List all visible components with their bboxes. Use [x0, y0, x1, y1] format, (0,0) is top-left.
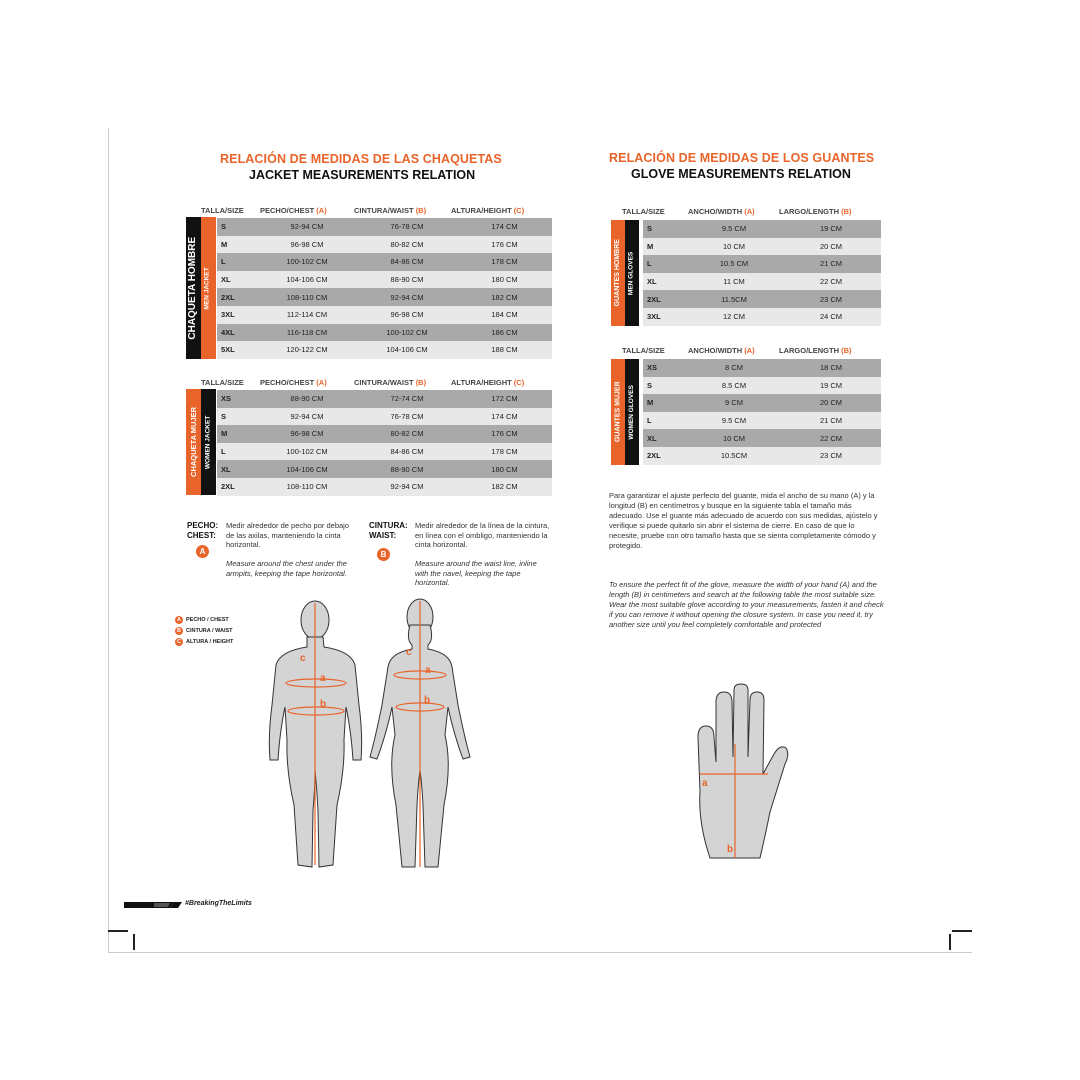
glove-men-width-header: ANCHO/WIDTH (A): [688, 207, 755, 216]
table-cell-waist: 76-78 CM: [357, 408, 457, 426]
table-row: [217, 341, 552, 359]
male-label-a: a: [320, 673, 326, 684]
table-cell-waist: 100-102 CM: [357, 324, 457, 342]
table-cell-width: 10.5CM: [687, 447, 781, 465]
table-cell-width: 10 CM: [687, 429, 781, 447]
glove-title-en: GLOVE MEASUREMENTS RELATION: [631, 167, 851, 181]
chest-badge: A: [196, 545, 209, 558]
jacket-women-size-header: TALLA/SIZE: [201, 378, 244, 387]
legend-waist: B CINTURA / WAIST: [177, 628, 233, 634]
table-cell-size: 3XL: [643, 308, 687, 326]
body-figures-illustration: [260, 595, 480, 875]
table-cell-length: 21 CM: [781, 412, 881, 430]
table-cell-size: L: [643, 255, 687, 273]
table-cell-waist: 92-94 CM: [357, 288, 457, 306]
chest-note-title: PECHO: CHEST:: [187, 521, 219, 540]
table-cell-size: 3XL: [217, 306, 257, 324]
table-cell-waist: 88-90 CM: [357, 271, 457, 289]
hand-illustration: [690, 682, 790, 862]
glove-instructions-es: Para garantizar el ajuste perfecto del guante, mida el ancho de su mano (A) y la longitud (B) en centímetros y busque en la siguiente tabla el tamaño más adecuado. Use el guante más adecuado de acuerdo con sus medidas, ajústelo y verifique si puede quitarlo sin abrir el sistema de cierre. En caso de que lo necesite, pruebe con otro tamaño hasta que se sienta completamente cómodo y protegido.: [609, 491, 878, 550]
table-cell-width: 9.5 CM: [687, 412, 781, 430]
table-cell-size: XS: [643, 359, 687, 377]
table-cell-size: 5XL: [217, 341, 257, 359]
glove-men-label-es: GUANTES HOMBRE: [611, 220, 625, 326]
table-row: [217, 288, 552, 306]
table-cell-waist: 92-94 CM: [357, 478, 457, 496]
table-cell-height: 174 CM: [457, 218, 552, 236]
table-cell-size: 4XL: [217, 324, 257, 342]
crop-mark-left: [108, 930, 128, 932]
jacket-women-waist-header: CINTURA/WAIST (B): [354, 378, 427, 387]
glove-women-size-header: TALLA/SIZE: [622, 346, 665, 355]
table-cell-height: 180 CM: [457, 271, 552, 289]
table-row: [217, 218, 552, 236]
legend-chest: A PECHO / CHEST: [177, 617, 229, 623]
table-cell-height: 180 CM: [457, 460, 552, 478]
table-cell-width: 9 CM: [687, 394, 781, 412]
table-cell-chest: 112-114 CM: [257, 306, 357, 324]
table-cell-length: 20 CM: [781, 394, 881, 412]
jacket-title-en: JACKET MEASUREMENTS RELATION: [249, 168, 476, 182]
jacket-men-height-header: ALTURA/HEIGHT (C): [451, 206, 525, 215]
legend-height: C ALTURA / HEIGHT: [177, 639, 234, 645]
table-row: [643, 359, 881, 377]
table-cell-size: XL: [643, 273, 687, 291]
table-cell-length: 24 CM: [781, 308, 881, 326]
table-cell-size: L: [643, 412, 687, 430]
glove-men-label-en: MEN GLOVES: [625, 220, 639, 326]
chest-note-text-en: Measure around the chest under the armpits, keeping the tape horizontal.: [226, 559, 347, 578]
table-cell-length: 20 CM: [781, 238, 881, 256]
jacket-women-label-en: WOMEN JACKET: [201, 389, 216, 495]
table-row: [643, 238, 881, 256]
table-cell-chest: 92-94 CM: [257, 408, 357, 426]
jacket-women-chest-header: PECHO/CHEST (A): [260, 378, 327, 387]
table-cell-size: M: [217, 236, 257, 254]
table-row: [643, 447, 881, 465]
table-cell-chest: 120-122 CM: [257, 341, 357, 359]
glove-men-table: [643, 220, 881, 326]
footer-logo-bar: [124, 900, 182, 910]
table-cell-length: 21 CM: [781, 255, 881, 273]
waist-note-text-es: Medir alrededor de la línea de la cintura, en línea con el ombligo, manteniendo la cinta horizontal.: [415, 521, 550, 549]
table-cell-chest: 96-98 CM: [257, 425, 357, 443]
table-cell-length: 18 CM: [781, 359, 881, 377]
table-cell-chest: 100-102 CM: [257, 443, 357, 461]
table-cell-waist: 96-98 CM: [357, 306, 457, 324]
table-cell-length: 23 CM: [781, 447, 881, 465]
table-cell-width: 10.5 CM: [687, 255, 781, 273]
chest-note-text-es: Medir alrededor de pecho por debajo de las axilas, manteniendo la cinta horizontal.: [226, 521, 349, 549]
table-cell-chest: 104-106 CM: [257, 460, 357, 478]
table-cell-chest: 92-94 CM: [257, 218, 357, 236]
table-cell-chest: 104-106 CM: [257, 271, 357, 289]
table-cell-waist: 80-82 CM: [357, 425, 457, 443]
table-row: [643, 394, 881, 412]
crop-mark-left-vertical: [133, 934, 135, 950]
jacket-women-table: [217, 390, 552, 496]
glove-women-label-es: GUANTES MUJER: [611, 359, 625, 465]
jacket-women-label-es: CHAQUETA MUJER: [186, 389, 201, 495]
table-cell-height: 172 CM: [457, 390, 552, 408]
table-cell-size: S: [217, 408, 257, 426]
table-cell-width: 8 CM: [687, 359, 781, 377]
glove-men-length-header: LARGO/LENGTH (B): [779, 207, 852, 216]
glove-men-size-header: TALLA/SIZE: [622, 207, 665, 216]
table-cell-waist: 76-78 CM: [357, 218, 457, 236]
glove-women-table: [643, 359, 881, 465]
jacket-men-label-es: CHAQUETA HOMBRE: [186, 217, 201, 359]
page-bottom-border: [108, 952, 972, 953]
jacket-men-chest-header: PECHO/CHEST (A): [260, 206, 327, 215]
table-cell-height: 178 CM: [457, 253, 552, 271]
table-row: [643, 429, 881, 447]
table-cell-size: 2XL: [643, 290, 687, 308]
table-cell-waist: 80-82 CM: [357, 236, 457, 254]
table-row: [217, 478, 552, 496]
hand-label-b: b: [727, 844, 734, 855]
table-cell-chest: 116-118 CM: [257, 324, 357, 342]
table-cell-size: 2XL: [643, 447, 687, 465]
table-cell-height: 182 CM: [457, 478, 552, 496]
waist-note-title: CINTURA: WAIST:: [369, 521, 408, 540]
table-cell-height: 184 CM: [457, 306, 552, 324]
glove-women-label-en: WOMEN GLOVES: [625, 359, 639, 465]
table-cell-waist: 84-86 CM: [357, 253, 457, 271]
table-row: [643, 308, 881, 326]
table-cell-size: L: [217, 253, 257, 271]
table-cell-size: 2XL: [217, 288, 257, 306]
table-cell-size: S: [643, 220, 687, 238]
table-cell-size: XL: [217, 460, 257, 478]
glove-women-width-header: ANCHO/WIDTH (A): [688, 346, 755, 355]
hand-label-a: a: [702, 778, 708, 789]
table-cell-size: XL: [643, 429, 687, 447]
table-cell-width: 10 CM: [687, 238, 781, 256]
table-row: [643, 273, 881, 291]
table-cell-height: 186 CM: [457, 324, 552, 342]
table-cell-width: 9.5 CM: [687, 220, 781, 238]
table-cell-size: XL: [217, 271, 257, 289]
table-cell-size: M: [217, 425, 257, 443]
table-cell-size: S: [643, 377, 687, 395]
table-cell-chest: 108-110 CM: [257, 288, 357, 306]
table-row: [643, 290, 881, 308]
table-row: [217, 425, 552, 443]
table-row: [643, 412, 881, 430]
table-cell-height: 174 CM: [457, 408, 552, 426]
jacket-men-table: [217, 218, 552, 359]
table-row: [643, 220, 881, 238]
glove-title-es: RELACIÓN DE MEDIDAS DE LOS GUANTES: [609, 151, 875, 165]
table-cell-size: XS: [217, 390, 257, 408]
table-row: [643, 255, 881, 273]
glove-women-length-header: LARGO/LENGTH (B): [779, 346, 852, 355]
table-row: [217, 443, 552, 461]
table-cell-size: M: [643, 394, 687, 412]
jacket-men-label-en: MEN JACKET: [201, 217, 216, 359]
table-cell-chest: 96-98 CM: [257, 236, 357, 254]
table-cell-chest: 108-110 CM: [257, 478, 357, 496]
table-cell-height: 176 CM: [457, 425, 552, 443]
table-cell-size: S: [217, 218, 257, 236]
table-cell-height: 178 CM: [457, 443, 552, 461]
table-cell-length: 19 CM: [781, 220, 881, 238]
table-cell-height: 182 CM: [457, 288, 552, 306]
page-left-border: [108, 128, 109, 952]
table-cell-waist: 84-86 CM: [357, 443, 457, 461]
table-cell-length: 22 CM: [781, 273, 881, 291]
table-cell-width: 8.5 CM: [687, 377, 781, 395]
table-row: [217, 324, 552, 342]
hand-outline: [698, 684, 788, 858]
table-cell-height: 176 CM: [457, 236, 552, 254]
footer-hashtag: #BreakingTheLimits: [185, 900, 252, 907]
female-label-b: b: [424, 695, 431, 706]
glove-instructions-en: To ensure the perfect fit of the glove, measure the width of your hand (A) and the length (B) in centimeters and search at the following table the most suitable size. Wear the most suitable glove according to your measurements, fasten it and check if you can remove it without opening the closure system. In case you need it, try another size until you feel completely comfortable and protected: [609, 580, 884, 629]
male-label-b: b: [320, 699, 327, 710]
waist-note-text-en: Measure around the waist line, inline with the navel, keeping the tape horizontal.: [415, 559, 537, 587]
table-cell-chest: 88-90 CM: [257, 390, 357, 408]
table-cell-height: 188 CM: [457, 341, 552, 359]
jacket-men-waist-header: CINTURA/WAIST (B): [354, 206, 427, 215]
jacket-title-es: RELACIÓN DE MEDIDAS DE LAS CHAQUETAS: [220, 152, 502, 166]
female-label-a: a: [425, 665, 431, 676]
table-cell-waist: 88-90 CM: [357, 460, 457, 478]
table-cell-width: 11.5CM: [687, 290, 781, 308]
table-row: [217, 306, 552, 324]
table-cell-width: 11 CM: [687, 273, 781, 291]
table-row: [217, 460, 552, 478]
table-cell-size: M: [643, 238, 687, 256]
table-cell-width: 12 CM: [687, 308, 781, 326]
table-row: [217, 253, 552, 271]
table-row: [217, 390, 552, 408]
jacket-men-size-header: TALLA/SIZE: [201, 206, 244, 215]
table-row: [217, 271, 552, 289]
table-row: [217, 408, 552, 426]
female-label-c: c: [406, 647, 412, 658]
table-cell-length: 23 CM: [781, 290, 881, 308]
table-cell-chest: 100-102 CM: [257, 253, 357, 271]
table-cell-waist: 72-74 CM: [357, 390, 457, 408]
crop-mark-right-vertical: [949, 934, 951, 950]
waist-badge: B: [377, 548, 390, 561]
table-cell-size: 2XL: [217, 478, 257, 496]
table-cell-length: 22 CM: [781, 429, 881, 447]
table-row: [643, 377, 881, 395]
table-cell-size: L: [217, 443, 257, 461]
table-row: [217, 236, 552, 254]
jacket-women-height-header: ALTURA/HEIGHT (C): [451, 378, 525, 387]
male-label-c: c: [300, 653, 306, 664]
crop-mark-right: [952, 930, 972, 932]
table-cell-waist: 104-106 CM: [357, 341, 457, 359]
table-cell-length: 19 CM: [781, 377, 881, 395]
